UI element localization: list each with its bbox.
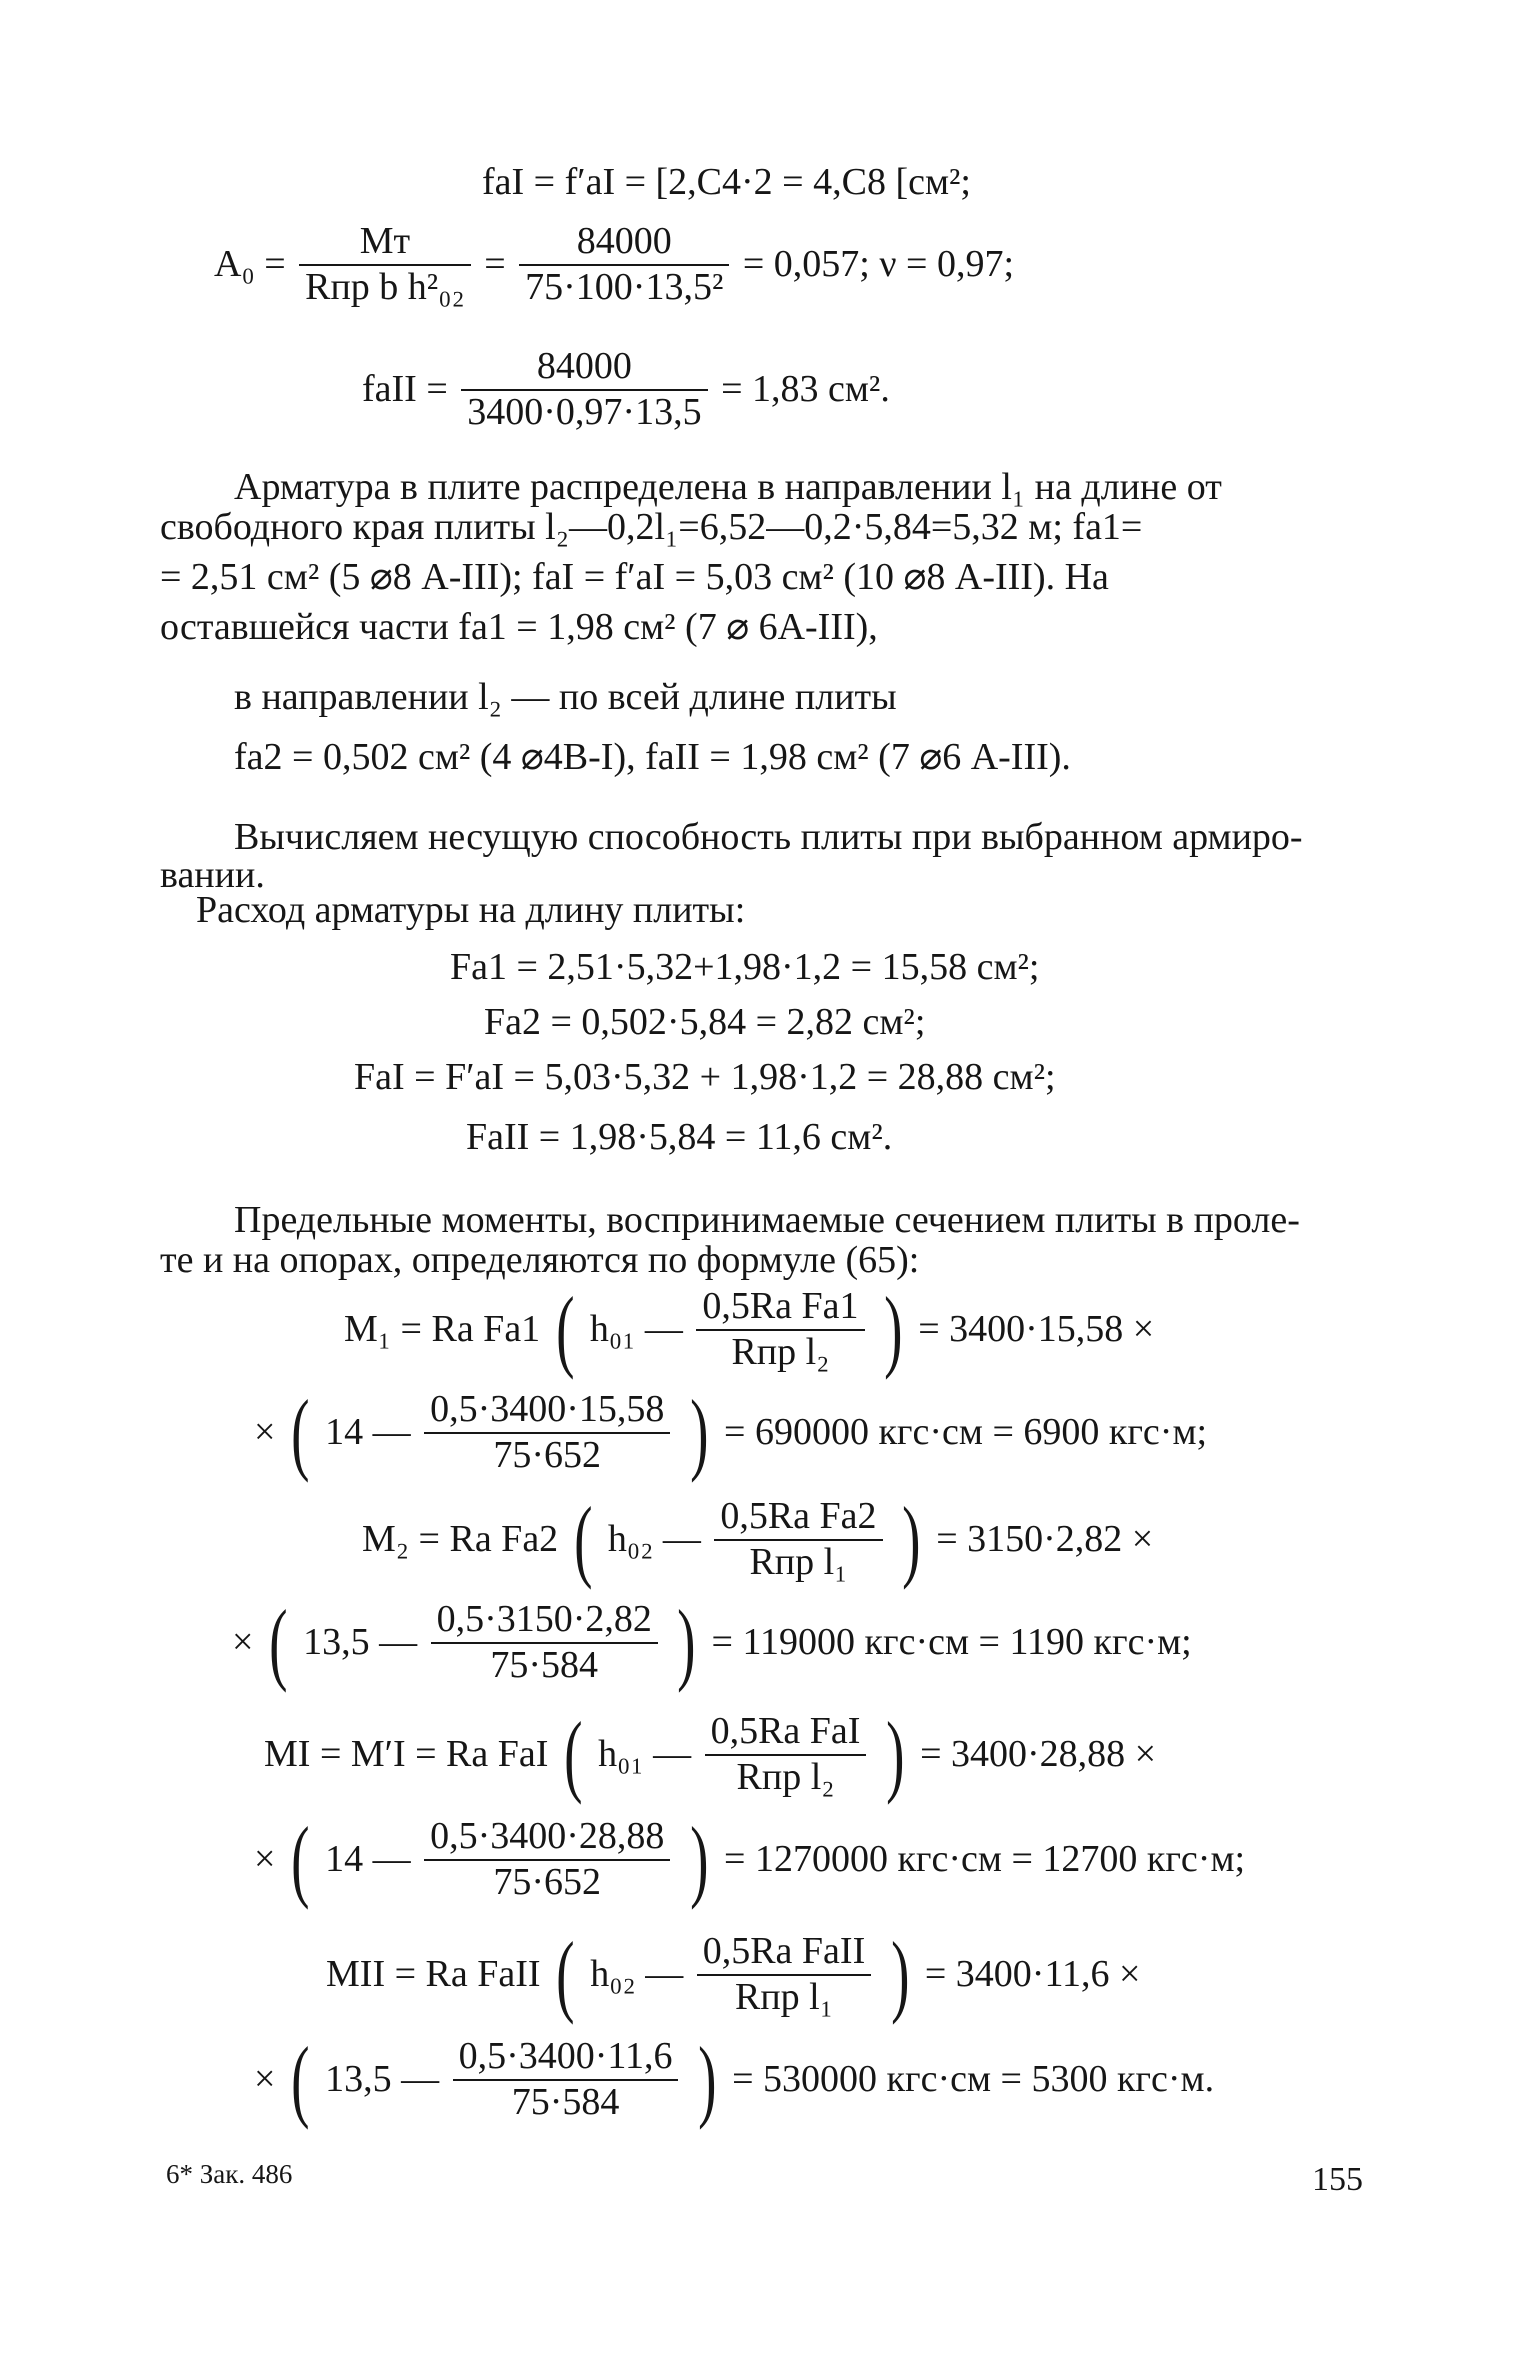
fraction-denominator: 75·584 [511, 2080, 620, 2123]
fraction-numerator: 0,5Rа Fа2 [714, 1495, 882, 1541]
formula-A0 [214, 220, 1014, 309]
paragraph1-line3: = 2,51 см² (5 ⌀8 А-III); fаI = f′аI = 5,03 см² (10 ⌀8 А-III). На [160, 556, 1109, 598]
formula-MIb-fraction [424, 1815, 670, 1904]
formula-MI-rhs: = 3400·28,88 × [920, 1732, 1157, 1775]
formula-M1b-rhs: = 690000 кгс·см = 6900 кгс·м; [724, 1410, 1208, 1453]
formula-A0-lhs: A₀ = [214, 242, 286, 285]
paragraph4-line1: Расход арматуры на длину плиты: [196, 889, 746, 931]
formula-fa11-lhs: fаII = [362, 367, 448, 410]
paragraph5-line2: те и на опорах, определяются по формуле (65): [160, 1239, 920, 1281]
fraction-denominator: Rпр l₁ [734, 1975, 833, 2018]
formula-M2b-fraction [431, 1598, 658, 1687]
paragraph1-line1: Арматура в плите распределена в направлении l₁ на длине от [234, 466, 1222, 508]
formula-fa11-result: = 1,83 см². [721, 367, 890, 410]
fraction-numerator: 84000 [519, 220, 729, 266]
right-paren: ) [884, 1278, 903, 1381]
fraction-numerator: Mт [299, 220, 471, 266]
formula-MI-fraction [705, 1710, 867, 1799]
fraction-numerator: 0,5·3400·28,88 [424, 1815, 670, 1861]
formula-MIIb-fraction [453, 2035, 679, 2124]
fraction-numerator: 0,5Rа FаI [705, 1710, 867, 1756]
left-paren: ( [564, 1703, 583, 1806]
fraction-numerator: 0,5Rа Fа1 [696, 1285, 864, 1331]
right-paren: ) [690, 1808, 709, 1911]
formula-M1b-a: 14 — [325, 1410, 411, 1453]
right-paren: ) [886, 1703, 905, 1806]
fraction-denominator: Rпр l₂ [736, 1755, 835, 1798]
times-sign: × [254, 2057, 276, 2100]
formula-Fa2: Fа2 = 0,502·5,84 = 2,82 см²; [484, 1001, 926, 1043]
formula-M2-rhs: = 3150·2,82 × [936, 1517, 1154, 1560]
formula-M1-rhs: = 3400·15,58 × [918, 1307, 1155, 1350]
times-sign: × [254, 1410, 276, 1453]
fraction-denominator: 75·100·13,5² [525, 265, 724, 308]
formula-M1 [344, 1278, 1155, 1381]
page-number: 155 [1312, 2161, 1363, 2198]
formula-MII-h: h₀₂ — [590, 1952, 684, 1995]
right-paren: ) [677, 1591, 696, 1694]
left-paren: ( [291, 1381, 310, 1484]
left-paren: ( [291, 2028, 310, 2131]
formula-Fa1: Fа1 = 2,51·5,32+1,98·1,2 = 15,58 см²; [450, 946, 1040, 988]
formula-M1-fraction [696, 1285, 864, 1374]
formula-MII-fraction [697, 1930, 872, 2019]
left-paren: ( [269, 1591, 288, 1694]
fraction-denominator: 3400·0,97·13,5 [467, 390, 702, 433]
formula-M2-fraction [714, 1495, 882, 1584]
fraction-numerator: 0,5·3400·15,58 [424, 1388, 670, 1434]
formula-MI-h: h₀₁ — [598, 1732, 692, 1775]
left-paren: ( [573, 1488, 593, 1591]
times-sign: × [254, 1837, 276, 1880]
formula-FaII: FаII = 1,98·5,84 = 11,6 см². [466, 1116, 893, 1158]
fraction-denominator: 75·652 [493, 1860, 602, 1903]
formula-MII [326, 1923, 1141, 2026]
formula-MII-rhs: = 3400·11,6 × [924, 1952, 1141, 1995]
footer-order-note: 6* Зак. 486 [166, 2159, 293, 2189]
left-paren: ( [556, 1923, 575, 2026]
formula-M1-h: h₀₁ — [589, 1307, 683, 1350]
paragraph1-line4: оставшейся части fа1 = 1,98 см² (7 ⌀ 6А-III), [160, 606, 878, 648]
formula-fa11 [362, 345, 890, 434]
formula-MI [264, 1703, 1157, 1806]
formula-M1b-fraction [424, 1388, 670, 1477]
formula-M1-lhs: M₁ = Rа Fа1 [344, 1307, 541, 1350]
formula-MIb-rhs: = 1270000 кгс·см = 12700 кгс·м; [724, 1837, 1246, 1880]
fraction-numerator: 0,5Rа FаII [697, 1930, 872, 1976]
fraction-numerator: 0,5·3400·11,6 [453, 2035, 679, 2081]
right-paren: ) [890, 1923, 910, 2026]
formula-A0-result: = 0,057; ν = 0,97; [742, 242, 1015, 285]
paragraph1-line2: свободного края плиты l₂—0,2l₁=6,52—0,2·5,84=5,32 м; fа1= [160, 506, 1143, 548]
formula-MI-lhs: MI = M′I = Rа FаI [264, 1732, 549, 1775]
paragraph2-line2: fа2 = 0,502 см² (4 ⌀4В-I), fаII = 1,98 см² (7 ⌀6 А-III). [234, 736, 1071, 778]
formula-A0-fraction [299, 220, 471, 309]
fraction-denominator: Rпр b h²₀₂ [305, 265, 465, 308]
formula-fa11-fraction [461, 345, 707, 434]
fraction-numerator: 0,5·3150·2,82 [431, 1598, 658, 1644]
fraction-denominator: Rпр l₂ [731, 1330, 830, 1373]
formula-A0-fraction-values [519, 220, 729, 309]
paragraph3-line1: Вычисляем несущую способность плиты при выбранном армиро- [234, 816, 1303, 858]
paragraph3-line2: вании. [160, 854, 265, 896]
formula-MIIb-rhs: = 530000 кгс·см = 5300 кгс·м. [732, 2057, 1215, 2100]
left-paren: ( [555, 1278, 575, 1381]
formula-MIb-a: 14 — [325, 1837, 411, 1880]
formula-MII-continued [254, 2028, 1215, 2131]
formula-MII-lhs: MII = Rа FаII [326, 1952, 541, 1995]
left-paren: ( [291, 1808, 310, 1911]
formula-M2 [362, 1488, 1154, 1591]
formula-FaI: FаI = F′аI = 5,03·5,32 + 1,98·1,2 = 28,88 см²; [354, 1056, 1056, 1098]
formula-M2b-a: 13,5 — [303, 1620, 418, 1663]
formula-M2b-rhs: = 119000 кгс·см = 1190 кгс·м; [711, 1620, 1192, 1663]
right-paren: ) [698, 2028, 717, 2131]
formula-MI-continued [254, 1808, 1246, 1911]
paragraph2-line1: в направлении l₂ — по всей длине плиты [234, 676, 897, 718]
times-sign: × [232, 1620, 254, 1663]
equals-sign: = [484, 242, 506, 285]
formula-M2-lhs: M₂ = Rа Fа2 [362, 1517, 559, 1560]
formula-M2-h: h₀₂ — [607, 1517, 701, 1560]
right-paren: ) [902, 1488, 921, 1591]
fraction-denominator: 75·652 [493, 1433, 602, 1476]
fraction-denominator: 75·584 [490, 1643, 599, 1686]
paragraph5-line1: Предельные моменты, воспринимаемые сечением плиты в проле- [234, 1199, 1300, 1241]
formula-MIIb-a: 13,5 — [325, 2057, 440, 2100]
fraction-denominator: Rпр l₁ [749, 1540, 848, 1583]
fraction-numerator: 84000 [461, 345, 707, 391]
right-paren: ) [690, 1381, 709, 1484]
formula-fa1: fаI = f′аI = [2,С4·2 = 4,С8 [см²; [482, 161, 971, 203]
formula-M2-continued [232, 1591, 1192, 1694]
formula-M1-continued [254, 1381, 1208, 1484]
